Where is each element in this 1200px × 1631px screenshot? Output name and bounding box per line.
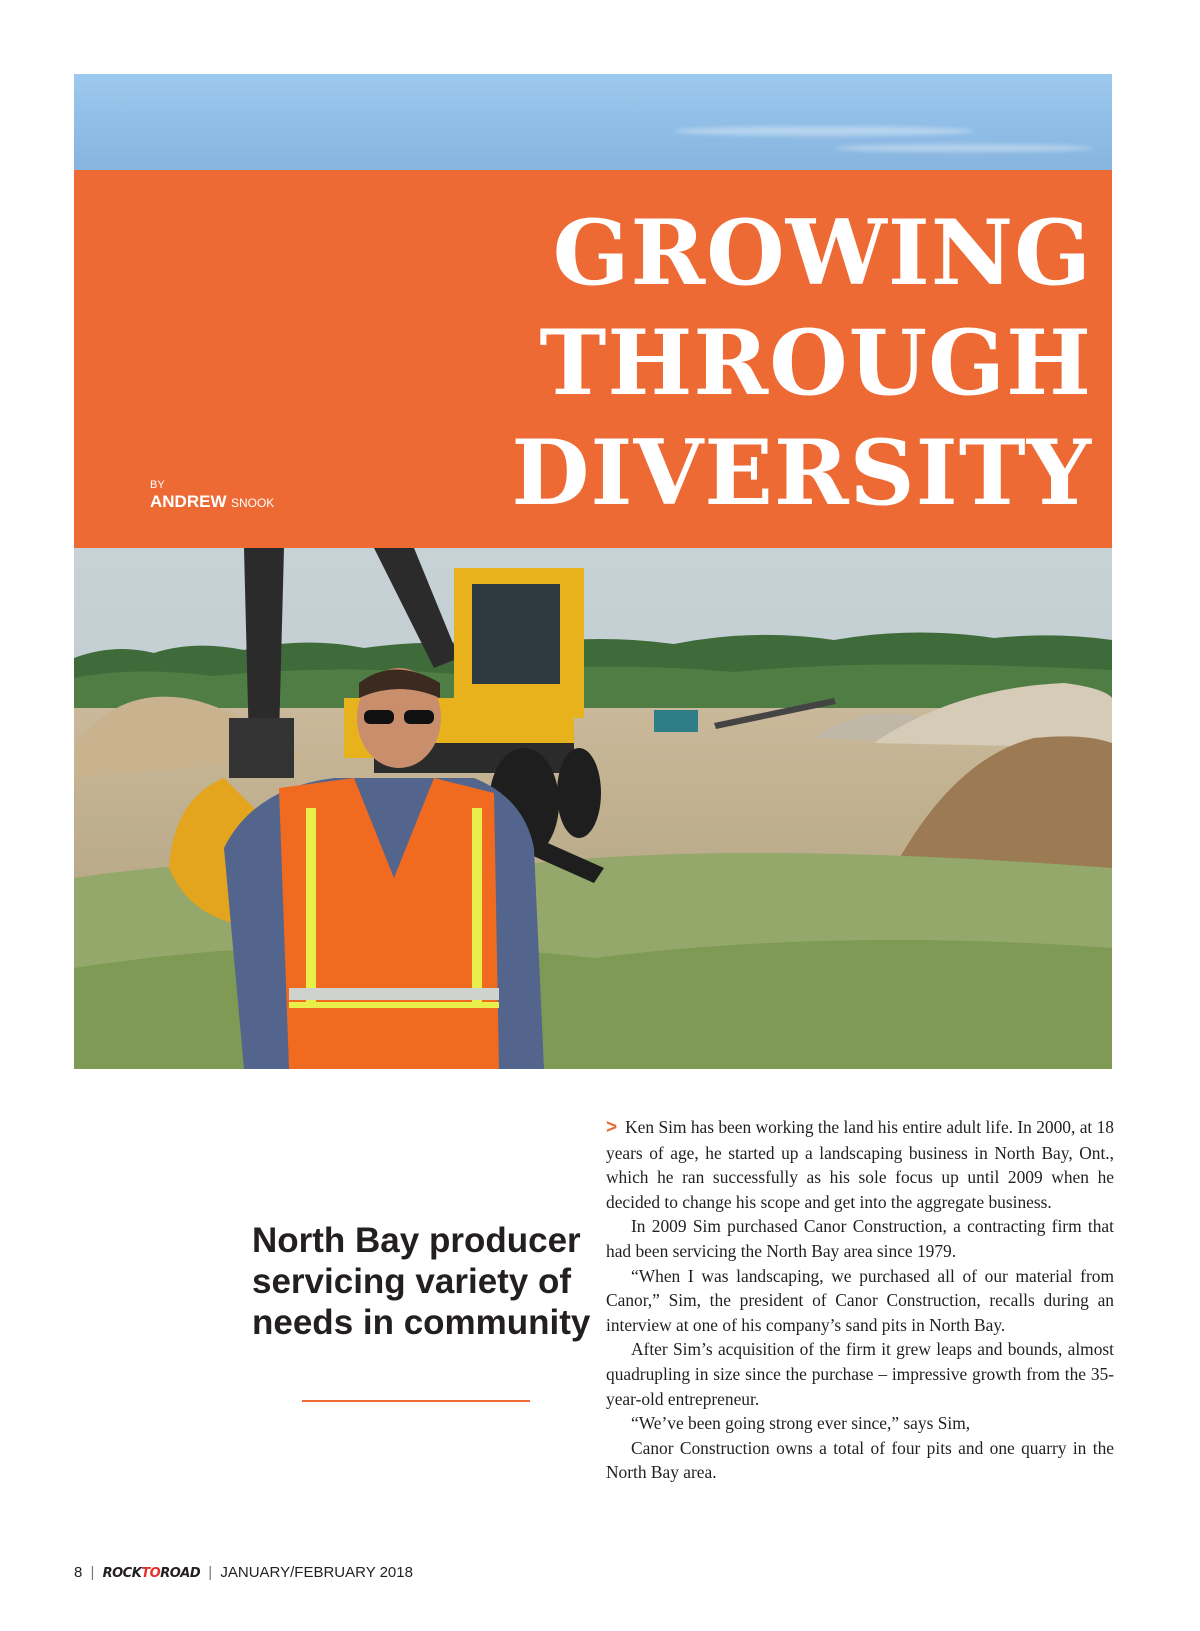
article-headline (511, 198, 1092, 528)
excavator-scene-illustration (74, 548, 1112, 1069)
article-paragraph: After Sim’s acquisition of the firm it grew leaps and bounds, almost quadrupling in size since the purchase – impressive growth from the 35-year-old entrepreneur. (606, 1339, 1114, 1409)
article-subhead: North Bay producer servicing variety of needs in community (252, 1221, 591, 1342)
paragraph-text: Ken Sim has been working the land his entire adult life. In 2000, at 18 years of age, he started up a landscaping business in North Bay, Ont., which he ran successfully as his sole focus up until 2009 when he decided to change his scope and get into the aggregate business. (606, 1117, 1114, 1212)
logo-rock: ROCK (102, 1566, 142, 1581)
article-paragraph: In 2009 Sim purchased Canor Construction, a contracting firm that had been servicing the North Bay area since 1979. (606, 1216, 1114, 1261)
article-paragraph: “We’ve been going strong ever since,” says Sim, (631, 1413, 971, 1434)
logo-road: ROAD (160, 1566, 201, 1581)
article-paragraph (606, 1115, 1114, 1214)
article-paragraph: Canor Construction owns a total of four pits and one quarry in the North Bay area. (606, 1437, 1114, 1483)
author-first-name: ANDREW (150, 492, 227, 511)
footer-separator: | (208, 1564, 213, 1581)
headline-line: GROWING (552, 200, 1092, 306)
byline-by: BY (150, 479, 165, 491)
footer-separator: | (90, 1564, 95, 1581)
title-banner (74, 170, 1112, 548)
byline (150, 478, 274, 512)
logo-to: TO (141, 1566, 161, 1581)
chevron-right-icon: > (606, 1117, 618, 1138)
feature-photo (74, 548, 1112, 1069)
article-body (606, 1115, 1114, 1485)
page-number: 8 (74, 1564, 83, 1581)
headline-line: THROUGH (539, 310, 1092, 416)
magazine-logo (103, 1566, 201, 1581)
headline-line: DIVERSITY (511, 420, 1092, 526)
article-paragraph: “When I was landscaping, we purchased all of our material from Canor,” Sim, the president of Canor Construction, recalls during an interview at one of his company’s sand pits in North Bay. (606, 1265, 1114, 1335)
author-last-name: SNOOK (230, 496, 275, 510)
page-footer (74, 1564, 413, 1581)
sky-photo-strip (74, 74, 1112, 172)
subhead-divider (302, 1400, 530, 1402)
issue-date: JANUARY/FEBRUARY 2018 (220, 1564, 413, 1581)
